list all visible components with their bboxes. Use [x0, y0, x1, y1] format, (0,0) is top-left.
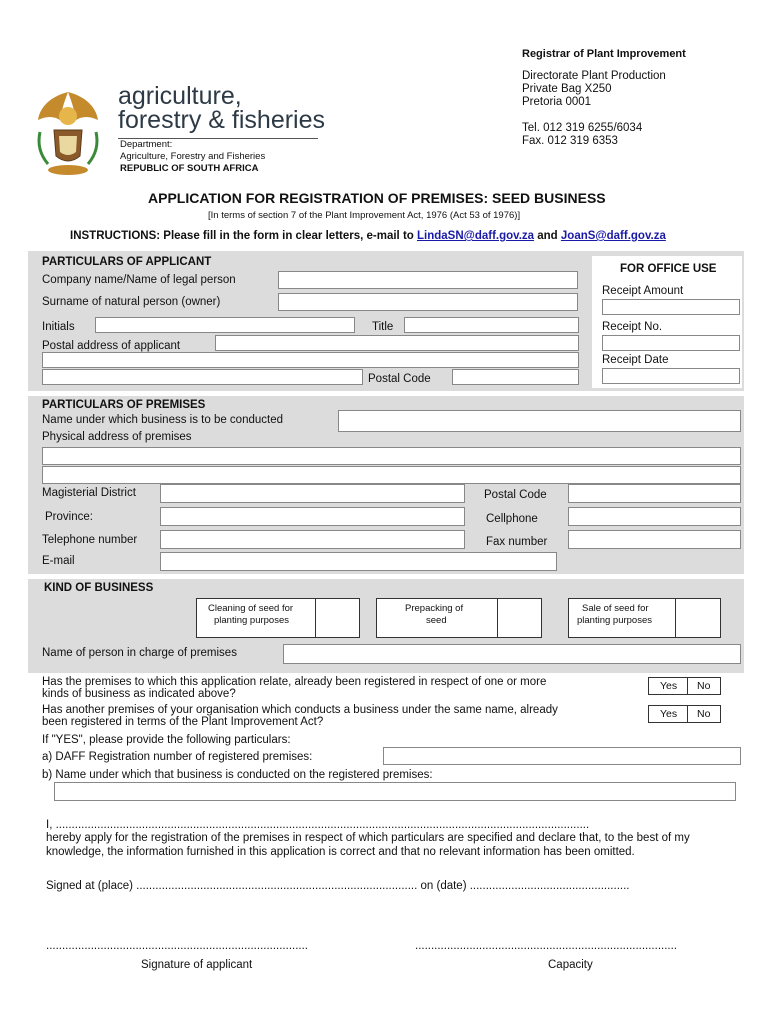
postal-address-input-3[interactable]: [42, 369, 363, 385]
question-1-no[interactable]: [687, 677, 721, 695]
magisterial-label: Magisterial District: [42, 487, 136, 499]
question-1-yes-label: Yes: [660, 680, 678, 692]
signed-at-line: Signed at (place) ........................................................................................ on (date) ..................................................: [46, 880, 630, 892]
declaration-text-1: hereby apply for the registration of the premises in respect of which particulars are specified and declare that, to the best of my: [46, 832, 690, 844]
postal-address-input-2[interactable]: [42, 352, 579, 368]
company-label: Company name/Name of legal person: [42, 274, 236, 286]
telephone-input[interactable]: [160, 530, 465, 549]
question-2-yes-label: Yes: [660, 708, 678, 720]
receipt-date-input[interactable]: [602, 368, 740, 384]
instructions: [70, 230, 666, 242]
declaration-text-2: knowledge, the information furnished in this application is correct and that no relevant information has been omitted.: [46, 846, 635, 858]
coat-of-arms-logo: [32, 86, 104, 178]
postal-code-label: Postal Code: [368, 373, 431, 385]
address-line-1: Directorate Plant Production: [522, 70, 666, 82]
premises-postal-code-input[interactable]: [568, 484, 741, 503]
dept-label: Department:: [120, 139, 173, 150]
person-in-charge-label: Name of person in charge of premises: [42, 647, 237, 659]
surname-label: Surname of natural person (owner): [42, 296, 221, 308]
dept-name: Agriculture, Forestry and Fisheries: [120, 151, 266, 162]
question-2-line-2: been registered in terms of the Plant Improvement Act?: [42, 716, 324, 728]
province-input[interactable]: [160, 507, 465, 526]
telephone-info: Tel. 012 319 6255/6034: [522, 122, 643, 134]
email-link-joan[interactable]: JoanS@daff.gov.za: [560, 230, 666, 242]
initials-input[interactable]: [95, 317, 355, 333]
option-sale-line-1: Sale of seed for: [582, 603, 649, 614]
fax-label: Fax number: [486, 536, 548, 548]
surname-input[interactable]: [278, 293, 578, 311]
office-use-heading: FOR OFFICE USE: [620, 263, 717, 275]
business-name-input[interactable]: [338, 410, 741, 432]
business-name-label: Name under which business is to be conducted: [42, 414, 284, 426]
option-cleaning-line-1: Cleaning of seed for: [208, 603, 294, 614]
receipt-date-label: Receipt Date: [602, 354, 669, 366]
republic-label: REPUBLIC OF SOUTH AFRICA: [120, 163, 259, 174]
registration-number-label: a) DAFF Registration number of registered premises:: [42, 751, 313, 763]
province-label: Province:: [45, 511, 93, 523]
form-subtitle: [In terms of section 7 of the Plant Improvement Act, 1976 (Act 53 of 1976)]: [208, 210, 521, 221]
registration-number-input[interactable]: [383, 747, 741, 765]
physical-address-input-2[interactable]: [42, 466, 741, 484]
instructions-and: and: [534, 230, 561, 242]
brand-line-1: agriculture,: [118, 82, 242, 110]
capacity-label: Capacity: [548, 959, 593, 971]
receipt-amount-input[interactable]: [602, 299, 740, 315]
question-2-yes[interactable]: [648, 705, 688, 723]
initials-label: Initials: [42, 321, 75, 333]
registrar-title: Registrar of Plant Improvement: [522, 48, 686, 60]
receipt-amount-label: Receipt Amount: [602, 285, 684, 297]
title-input[interactable]: [404, 317, 579, 333]
option-prepacking-line-2: seed: [426, 615, 447, 626]
question-2-line-1: Has another premises of your organisation which conducts a business under the same name, already: [42, 704, 558, 716]
option-sale-checkbox[interactable]: [675, 598, 721, 638]
cellphone-label: Cellphone: [486, 513, 538, 525]
cellphone-input[interactable]: [568, 507, 741, 526]
if-yes-label: If "YES", please provide the following particulars:: [42, 734, 291, 746]
telephone-label: Telephone number: [42, 534, 138, 546]
person-in-charge-input[interactable]: [283, 644, 741, 664]
applicant-heading: PARTICULARS OF APPLICANT: [42, 256, 212, 268]
email-label: E-mail: [42, 555, 75, 567]
question-1-yes[interactable]: [648, 677, 688, 695]
question-1-line-1: Has the premises to which this application relate, already been registered in respect of one or more: [42, 676, 547, 688]
premises-postal-code-label: Postal Code: [484, 489, 547, 501]
physical-address-input-1[interactable]: [42, 447, 741, 465]
postal-address-input-1[interactable]: [215, 335, 579, 351]
fax-info: Fax. 012 319 6353: [522, 135, 618, 147]
email-input[interactable]: [160, 552, 557, 571]
title-label: Title: [372, 321, 394, 333]
physical-address-label: Physical address of premises: [42, 431, 192, 443]
postal-address-label: Postal address of applicant: [42, 340, 181, 352]
option-prepacking-checkbox[interactable]: [497, 598, 542, 638]
kind-heading: KIND OF BUSINESS: [44, 582, 154, 594]
fax-input[interactable]: [568, 530, 741, 549]
question-2-no[interactable]: [687, 705, 721, 723]
option-cleaning-checkbox[interactable]: [315, 598, 360, 638]
receipt-no-label: Receipt No.: [602, 321, 663, 333]
address-line-3: Pretoria 0001: [522, 96, 592, 108]
brand-line-2: forestry & fisheries: [118, 106, 326, 134]
option-prepacking-line-1: Prepacking of: [405, 603, 464, 614]
question-1-no-label: No: [697, 680, 711, 692]
declaration-name-line: I, .......................................................................................................................................................................: [46, 819, 590, 831]
signature-dots: ..................................................................................: [46, 940, 308, 952]
question-2-no-label: No: [697, 708, 711, 720]
instructions-text: INSTRUCTIONS: Please fill in the form in clear letters, e-mail to: [70, 230, 417, 242]
question-1-line-2: kinds of business as indicated above?: [42, 688, 236, 700]
company-input[interactable]: [278, 271, 578, 289]
premises-heading: PARTICULARS OF PREMISES: [42, 399, 206, 411]
signature-label: Signature of applicant: [141, 959, 253, 971]
capacity-dots: ..................................................................................: [415, 940, 677, 952]
registered-business-name-label: b) Name under which that business is conducted on the registered premises:: [42, 769, 433, 781]
option-cleaning-line-2: planting purposes: [214, 615, 289, 626]
magisterial-input[interactable]: [160, 484, 465, 503]
option-sale-line-2: planting purposes: [577, 615, 652, 626]
receipt-no-input[interactable]: [602, 335, 740, 351]
form-title: APPLICATION FOR REGISTRATION OF PREMISES: SEED BUSINESS: [148, 190, 606, 206]
registered-business-name-input[interactable]: [54, 782, 736, 801]
address-line-2: Private Bag X250: [522, 83, 612, 95]
postal-code-input[interactable]: [452, 369, 579, 385]
email-link-linda[interactable]: LindaSN@daff.gov.za: [417, 230, 535, 242]
